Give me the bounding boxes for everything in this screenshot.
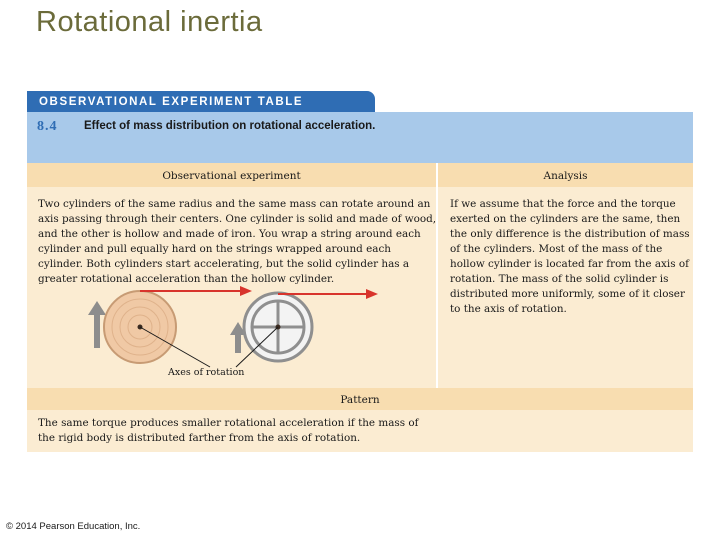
axes-of-rotation-label: Axes of rotation [168, 367, 245, 378]
analysis-text: If we assume that the force and the torque exerted on the cylinders are the same, then the only difference is the distribution of mass of the cylinders. Most of the mass of the hollow cylinder is located far from the axis of rotation. The mass of the solid cylinder is distributed more uniformly, some of it closer to the axis of rotation. [450, 198, 690, 315]
cylinders-illustration [50, 283, 390, 373]
column-head-analysis: Analysis [438, 163, 693, 187]
slide-title: Rotational inertia [36, 6, 263, 38]
table-header-band [27, 112, 693, 163]
experiment-text: Two cylinders of the same radius and the same mass can rotate around an axis passing through their centers. One cylinder is solid and made of wood, and the other is hollow and made of iron. You wrap a string around each cylinder and pull equally hard on the strings wrapped around each cylinder. Both cylinders start accelerating, but the solid cylinder has a greater rotational acceleration than the hollow cylinder. [38, 198, 437, 285]
pattern-heading: Pattern [27, 388, 693, 410]
table-number: 8.4 [37, 119, 58, 134]
pattern-text: The same torque produces smaller rotational acceleration if the mass of the rigid body is distributed farther from the axis of rotation. [38, 417, 419, 444]
table-tab-label: OBSERVATIONAL EXPERIMENT TABLE [27, 91, 375, 112]
table-caption: Effect of mass distribution on rotational acceleration. [84, 120, 376, 132]
copyright-notice: © 2014 Pearson Education, Inc. [6, 521, 141, 532]
column-head-experiment: Observational experiment [27, 163, 436, 187]
